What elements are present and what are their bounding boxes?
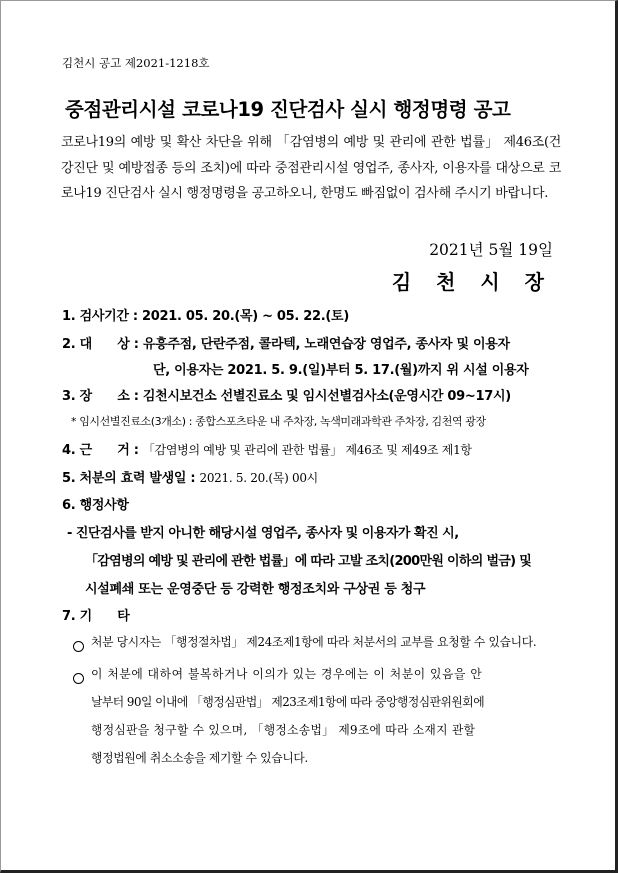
other-bullet-2-line-4: 행정법원에 취소소송을 제기할 수 있습니다.: [91, 751, 308, 765]
item-effective-date: [62, 467, 318, 486]
page-title: 중점관리시설 코로나19 진단검사 실시 행정명령 공고: [65, 98, 511, 121]
intro-paragraph: 코로나19의 예방 및 확산 차단을 위해 「감염병의 예방 및 관리에 관한 법률」 제46조(건강진단 및 예방접종 등의 조치)에 따라 중점관리시설 영업주, 종사자, 이용자를 대상으로 코로나19 진단검사 실시 행정명령을 공고하오니, 한명도 빠짐없이 검사해 주시기 바랍니다.: [61, 135, 561, 201]
admin-line-3: 시설폐쇄 또는 운영중단 등 강력한 행정조치와 구상권 등 청구: [85, 582, 426, 597]
signer: 김 천 시 장: [391, 270, 553, 294]
notice-number: 김천시 공고 제2021-1218호: [62, 56, 210, 70]
item-label: 3. 장 소 :: [62, 389, 139, 404]
item-place-note: * 임시선별진료소(3개소) : 종합스포츠타운 내 주차장, 녹색미래과학관 주차장, 김천역 광장: [71, 415, 486, 428]
other-bullet-1: 처분 당시자는 「행정절차법」 제24조제1항에 따라 처분서의 교부를 요청할 수 있습니다.: [91, 635, 537, 649]
other-bullet-2-line-1: 이 처분에 대하여 불복하거나 이의가 있는 경우에는 이 처분이 있음을 안: [91, 667, 483, 681]
item-label: 2. 대 상 :: [62, 337, 139, 352]
item-admin-heading: 6. 행정사항: [62, 498, 129, 513]
bullet-circle-icon: [73, 669, 84, 688]
item-label: 1. 검사기간 :: [62, 309, 138, 324]
other-bullet-2-line-2: 날부터 90일 이내에 「행정심판법」 제23조제1항에 따라 중앙행정심판위원회에: [91, 695, 485, 709]
item-value: 유흥주점, 단란주점, 콜라텍, 노래연습장 영업주, 종사자 및 이용자: [142, 337, 510, 352]
item-other-heading: 7. 기 타: [62, 609, 130, 624]
other-bullet-2-line-3: 행정심판을 청구할 수 있으며, 「행정소송법」 제9조에 따라 소재지 관할: [91, 723, 476, 737]
item-label: 4. 근 거 :: [62, 443, 139, 458]
item-value: 「감염병의 예방 및 관리에 관한 법률」 제46조 및 제49조 제1항: [142, 443, 472, 457]
bullet-circle-icon: [73, 637, 84, 656]
notice-date: 2021년 5월 19일: [429, 241, 553, 259]
item-place: [62, 385, 511, 404]
item-label: 5. 처분의 효력 발생일 :: [62, 471, 196, 486]
item-period: [62, 305, 349, 324]
admin-line-1: - 진단검사를 받지 아니한 해당시설 영업주, 종사자 및 이용자가 확진 시,: [67, 526, 459, 541]
admin-line-2: 「감염병의 예방 및 관리에 관한 법률」에 따라 고발 조치(200만원 이하의 벌금) 및: [85, 554, 532, 569]
item-value: 2021. 05. 20.(목) ~ 05. 22.(토): [142, 309, 349, 324]
item-target-continued: 단, 이용자는 2021. 5. 9.(일)부터 5. 17.(월)까지 위 시설 이용자: [153, 363, 529, 378]
item-value: 2021. 5. 20.(목) 00시: [199, 471, 318, 485]
item-value: 김천시보건소 선별진료소 및 임시선별검사소(운영시간 09~17시): [142, 389, 511, 404]
item-basis: [62, 439, 472, 458]
item-target: [62, 333, 510, 352]
